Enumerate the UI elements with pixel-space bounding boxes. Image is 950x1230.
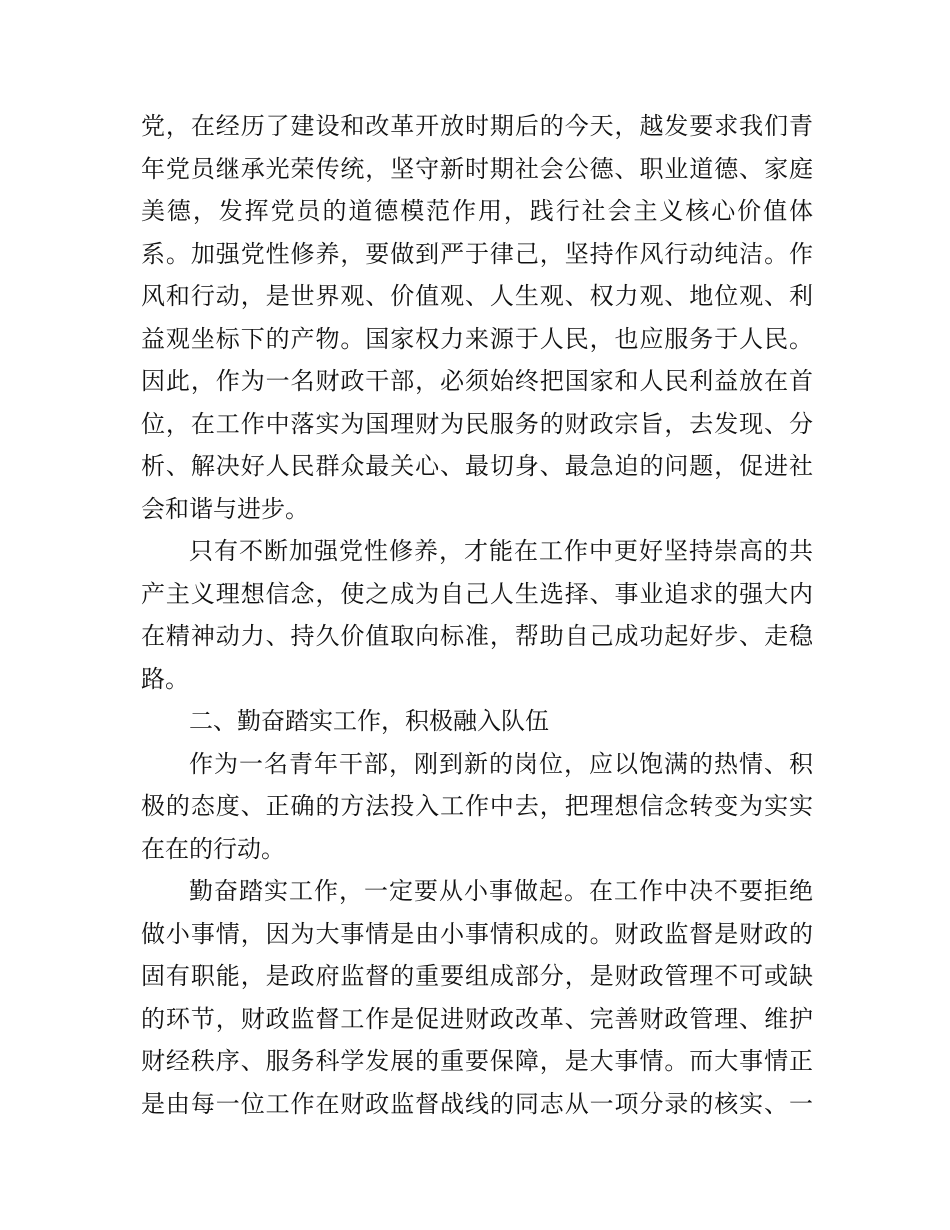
paragraph-first-line: 只有不断加强党性修养，才能在工作中更好坚持崇高的共	[189, 537, 813, 565]
text-line: 在精神动力、持久价值取向标准，帮助自己成功起好步、走稳	[141, 622, 813, 650]
text-line: 财经秩序、服务科学发展的重要保障，是大事情。而大事情正	[141, 1047, 813, 1075]
document-body	[141, 105, 813, 1125]
text-line: 党，在经历了建设和改革开放时期后的今天，越发要求我们青	[141, 112, 813, 140]
text-line: 风和行动，是世界观、价值观、人生观、权力观、地位观、利	[141, 282, 813, 310]
text-line: 产主义理想信念，使之成为自己人生选择、事业追求的强大内	[141, 579, 813, 608]
text-line: 位，在工作中落实为国理财为民服务的财政宗旨，去发现、分	[141, 409, 813, 438]
text-line: 系。加强党性修养，要做到严于律己，坚持作风行动纯洁。作	[141, 239, 813, 268]
text-line: 益观坐标下的产物。国家权力来源于人民，也应服务于人民。	[141, 324, 813, 353]
text-line: 的环节，财政监督工作是促进财政改革、完善财政管理、维护	[141, 1004, 813, 1033]
paragraph-first-line: 勤奋踏实工作，一定要从小事做起。在工作中决不要拒绝	[189, 877, 813, 905]
text-line: 是由每一位工作在财政监督战线的同志从一项分录的核实、一	[141, 1089, 813, 1118]
text-line: 固有职能，是政府监督的重要组成部分，是财政管理不可或缺	[141, 962, 813, 990]
text-line: 路。	[141, 664, 189, 693]
text-line: 在在的行动。	[141, 834, 285, 863]
text-line: 做小事情，因为大事情是由小事情积成的。财政监督是财政的	[141, 919, 813, 948]
text-line: 因此，作为一名财政干部，必须始终把国家和人民利益放在首	[141, 367, 813, 395]
section-heading: 二、勤奋踏实工作，积极融入队伍	[189, 707, 549, 735]
text-line: 极的态度、正确的方法投入工作中去，把理想信念转变为实实	[141, 792, 813, 820]
text-line: 美德，发挥党员的道德模范作用，践行社会主义核心价值体	[141, 197, 813, 225]
text-line: 年党员继承光荣传统，坚守新时期社会公德、职业道德、家庭	[141, 154, 813, 183]
text-line: 析、解决好人民群众最关心、最切身、最急迫的问题，促进社	[141, 452, 813, 480]
text-line: 会和谐与进步。	[141, 494, 309, 523]
paragraph-first-line: 作为一名青年干部，刚到新的岗位，应以饱满的热情、积	[189, 749, 813, 778]
